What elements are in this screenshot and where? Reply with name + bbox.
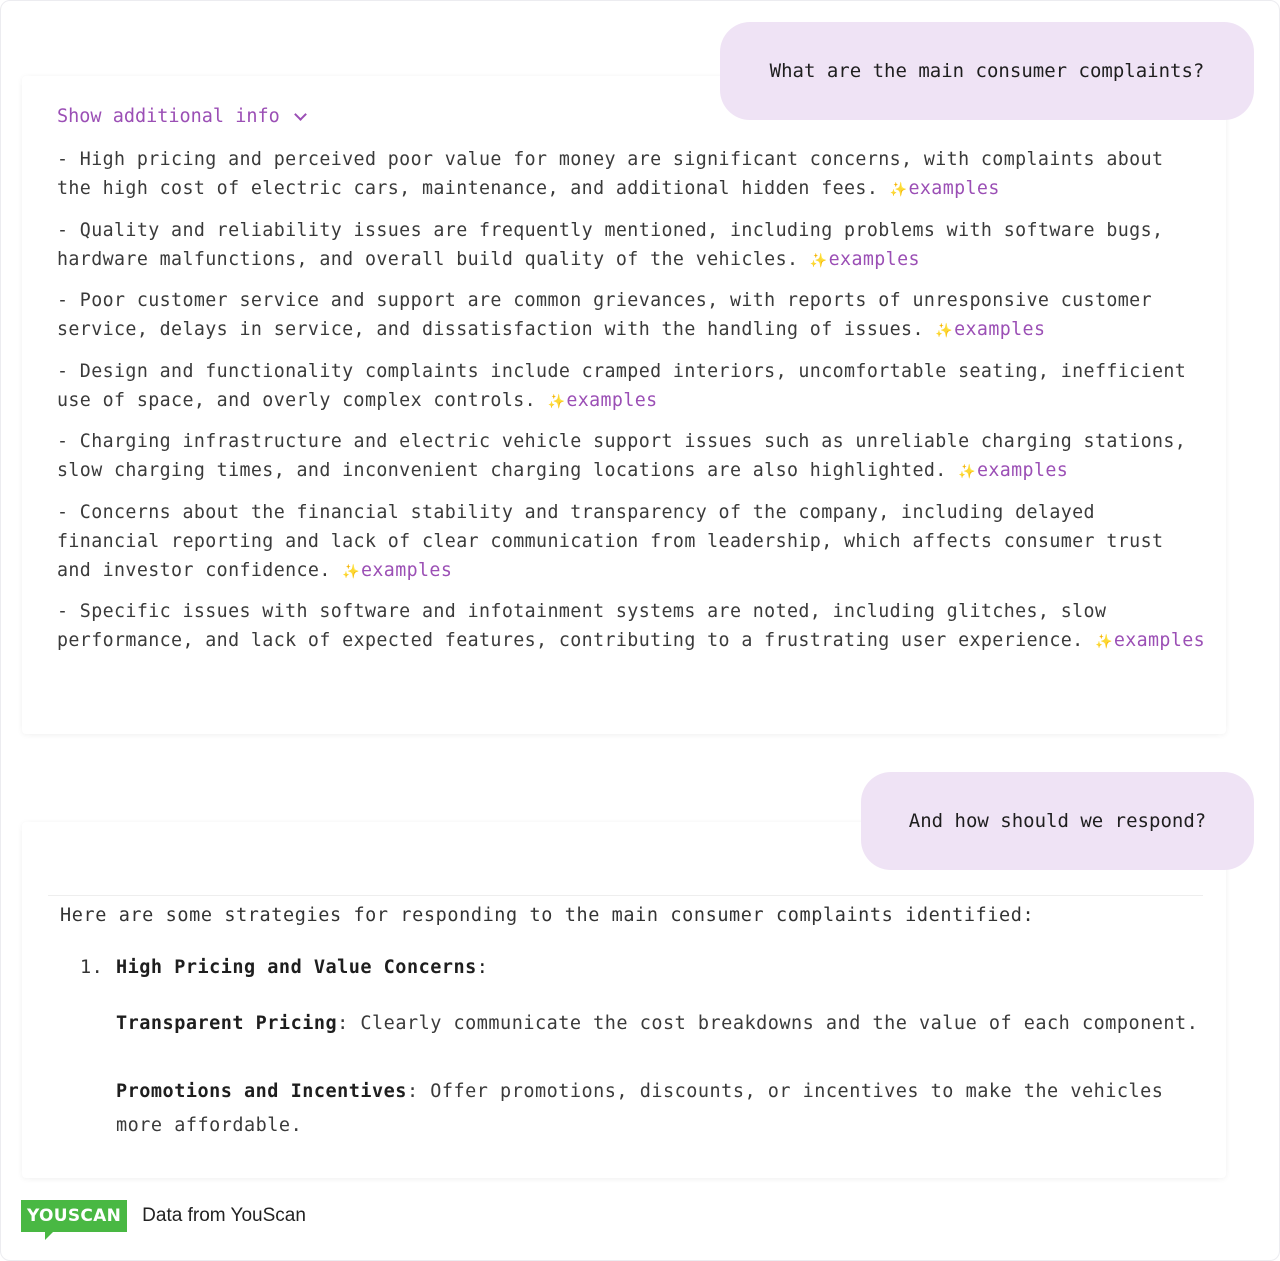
complaint-item	[57, 145, 1207, 205]
show-additional-info-toggle[interactable]	[57, 106, 305, 127]
complaint-item	[57, 286, 1207, 346]
sparkle-icon: ✨	[958, 464, 976, 480]
response-item-number: 1.	[80, 957, 104, 978]
examples-label: examples	[976, 460, 1069, 481]
user-message-text: And how should we respond?	[908, 810, 1207, 832]
response-heading-colon: :	[476, 957, 489, 978]
response-item-heading	[116, 957, 488, 978]
complaint-text: - Design and functionality complaints include cramped interiors, uncomfortable seating, inefficient use of space, and overly complex controls.	[57, 360, 1187, 411]
youscan-logo	[21, 1200, 127, 1232]
response-heading-text: High Pricing and Value Concerns	[116, 957, 477, 978]
complaint-text: - Charging infrastructure and electric vehicle support issues such as unreliable charging stations, slow charging times, and inconvenient charging locations are also highlighted.	[57, 431, 1187, 481]
examples-link[interactable]	[1095, 630, 1205, 651]
response-intro: Here are some strategies for responding to the main consumer complaints identified:	[60, 905, 1035, 926]
response-point	[116, 1007, 1206, 1041]
complaint-item	[57, 357, 1207, 417]
footer	[21, 1200, 306, 1232]
sparkle-icon: ✨	[342, 563, 360, 580]
logo-tail	[45, 1232, 53, 1240]
user-message-1	[720, 22, 1254, 120]
logo-text: YOUSCAN	[27, 1206, 122, 1226]
sparkle-icon: ✨	[935, 323, 954, 339]
complaint-item	[57, 498, 1207, 587]
examples-label: examples	[828, 248, 920, 270]
response-point-text: : Offer promotions, discounts, or incentives to make the vehicles more affordable.	[116, 1081, 1164, 1136]
response-point	[116, 1075, 1206, 1143]
examples-link[interactable]	[935, 319, 1045, 340]
response-point-title: Transparent Pricing	[116, 1013, 338, 1034]
chevron-down-icon	[294, 108, 307, 121]
sparkle-icon: ✨	[1094, 634, 1113, 650]
show-info-label: Show additional info	[57, 106, 280, 127]
examples-label: examples	[954, 319, 1046, 340]
examples-link[interactable]	[958, 460, 1068, 481]
user-message-2	[861, 772, 1254, 870]
complaint-item	[57, 427, 1207, 487]
examples-label: examples	[908, 178, 1000, 199]
examples-label: examples	[1113, 630, 1206, 651]
response-point-title: Promotions and Incentives	[116, 1081, 407, 1102]
footer-caption: Data from YouScan	[142, 1205, 306, 1226]
sparkle-icon: ✨	[547, 393, 566, 410]
complaint-item	[57, 597, 1207, 657]
sparkle-icon: ✨	[889, 182, 908, 198]
examples-label: examples	[361, 559, 453, 581]
examples-label: examples	[566, 389, 658, 411]
complaint-text: - High pricing and perceived poor value for money are significant concerns, with complaints about the high cost of electric cars, maintenance, and additional hidden fees.	[57, 149, 1164, 199]
examples-link[interactable]	[810, 249, 920, 270]
complaint-text: - Quality and reliability issues are frequently mentioned, including problems with software bugs, hardware malfunctions, and overall build quality of the vehicles.	[57, 219, 1164, 270]
examples-link[interactable]	[547, 390, 657, 411]
response-divider	[48, 895, 1203, 896]
complaint-item	[57, 216, 1207, 276]
sparkle-icon: ✨	[809, 252, 828, 269]
examples-link[interactable]	[342, 560, 452, 581]
response-point-text: : Clearly communicate the cost breakdowns and the value of each component.	[337, 1013, 1199, 1034]
complaints-list	[57, 145, 1207, 668]
user-message-text: What are the main consumer complaints?	[769, 60, 1205, 82]
complaint-text: - Specific issues with software and infotainment systems are noted, including glitches, slow performance, and lack of expected features, contributing to a frustrating user experience.	[57, 601, 1107, 651]
complaint-text: - Poor customer service and support are common grievances, with reports of unresponsive customer service, delays in service, and dissatisfaction with the handling of issues.	[57, 290, 1152, 340]
complaint-text: - Concerns about the financial stability and transparency of the company, including delayed financial reporting and lack of clear communication from leadership, which affects consumer trust and investor confidence.	[57, 501, 1164, 581]
examples-link[interactable]	[890, 178, 1000, 199]
